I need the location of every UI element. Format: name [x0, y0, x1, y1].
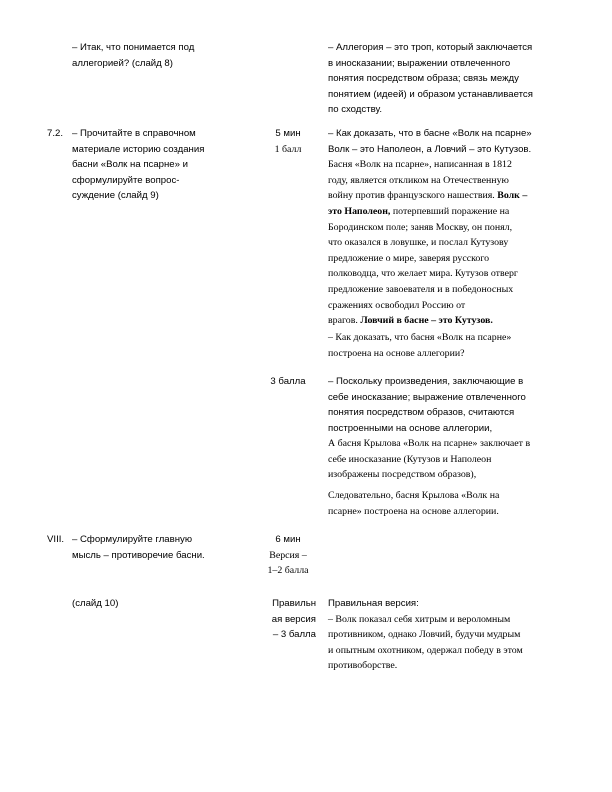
row-7-2-points: 1 балл — [274, 144, 302, 155]
row-7-2-number: 7.2. — [47, 128, 64, 139]
row-7-2-question: – Прочитайте в справочном материале историю создания басни «Волк на псарне» и сформулируйте вопрос- суждение (слайд 9) — [72, 128, 205, 202]
row-7-2-time: 5 мин — [275, 128, 301, 139]
row-7-3-answer-serif-2: Следовательно, басня Крылова «Волк на псарне» построена на основе аллегории. — [328, 490, 500, 517]
row-7-3-points: 3 балла — [270, 376, 306, 387]
row-8-answer: Правильная версия: – Волк показал себя хитрым и вероломным противником, однако Ловчий, будучи мудрым и опытным охотником, одержал победу в этом противоборстве. — [328, 598, 523, 672]
row-7-3-answer-serif-1: А басня Крылова «Волк на псарне» заключает в себе иносказание (Кутузов и Наполеон изображены посредством образов), — [328, 438, 531, 481]
row-7-2-question-2: – Как доказать, что басня «Волк на псарне» построена на основе аллегории? — [328, 332, 512, 359]
row-8-number: VIII. — [47, 534, 65, 545]
row-8-correct-points: Правильн ая версия – 3 балла — [271, 598, 316, 641]
row-7-2-answer: – Как доказать, что в басне «Волк на псарне» Волк – это Наполеон, а Ловчий – это Кутузов. Басня «Волк на псарне», написанная в 1812 году, является откликом на Отечественную войну против французского нашествия. Волк – это Наполеон, потерпевший поражение на Бородинском поле; заняв Москву, он понял, что оказался в ловушке, и послал Кутузову предложение о мире, заверяя русского полководца, что желает мира. Кутузов отверг предложение завоевателя и в победоносных сражениях освободил Россию от врагов. Ловчий в басне – это Кутузов. — [328, 128, 532, 327]
row-8-question: – Сформулируйте главную мысль – противоречие басни. — [72, 534, 205, 561]
row-7-1-question: – Итак, что понимается под аллегорией? (слайд 8) — [72, 42, 195, 69]
row-7-1-answer: – Аллегория – это троп, который заключается в иносказании; выражении отвлеченного понятия посредством образа; связь между понятием (идеей) и образом устанавливается по сходству. — [328, 42, 533, 116]
row-8-time-version: 6 мин Версия – 1–2 балла — [267, 534, 309, 577]
row-7-3-answer: – Поскольку произведения, заключающие в себе иносказание; выражение отвлеченного понятия посредством образов, считаются построенными на основе аллегории, — [328, 376, 526, 434]
row-8-slide: (слайд 10) — [72, 598, 119, 609]
